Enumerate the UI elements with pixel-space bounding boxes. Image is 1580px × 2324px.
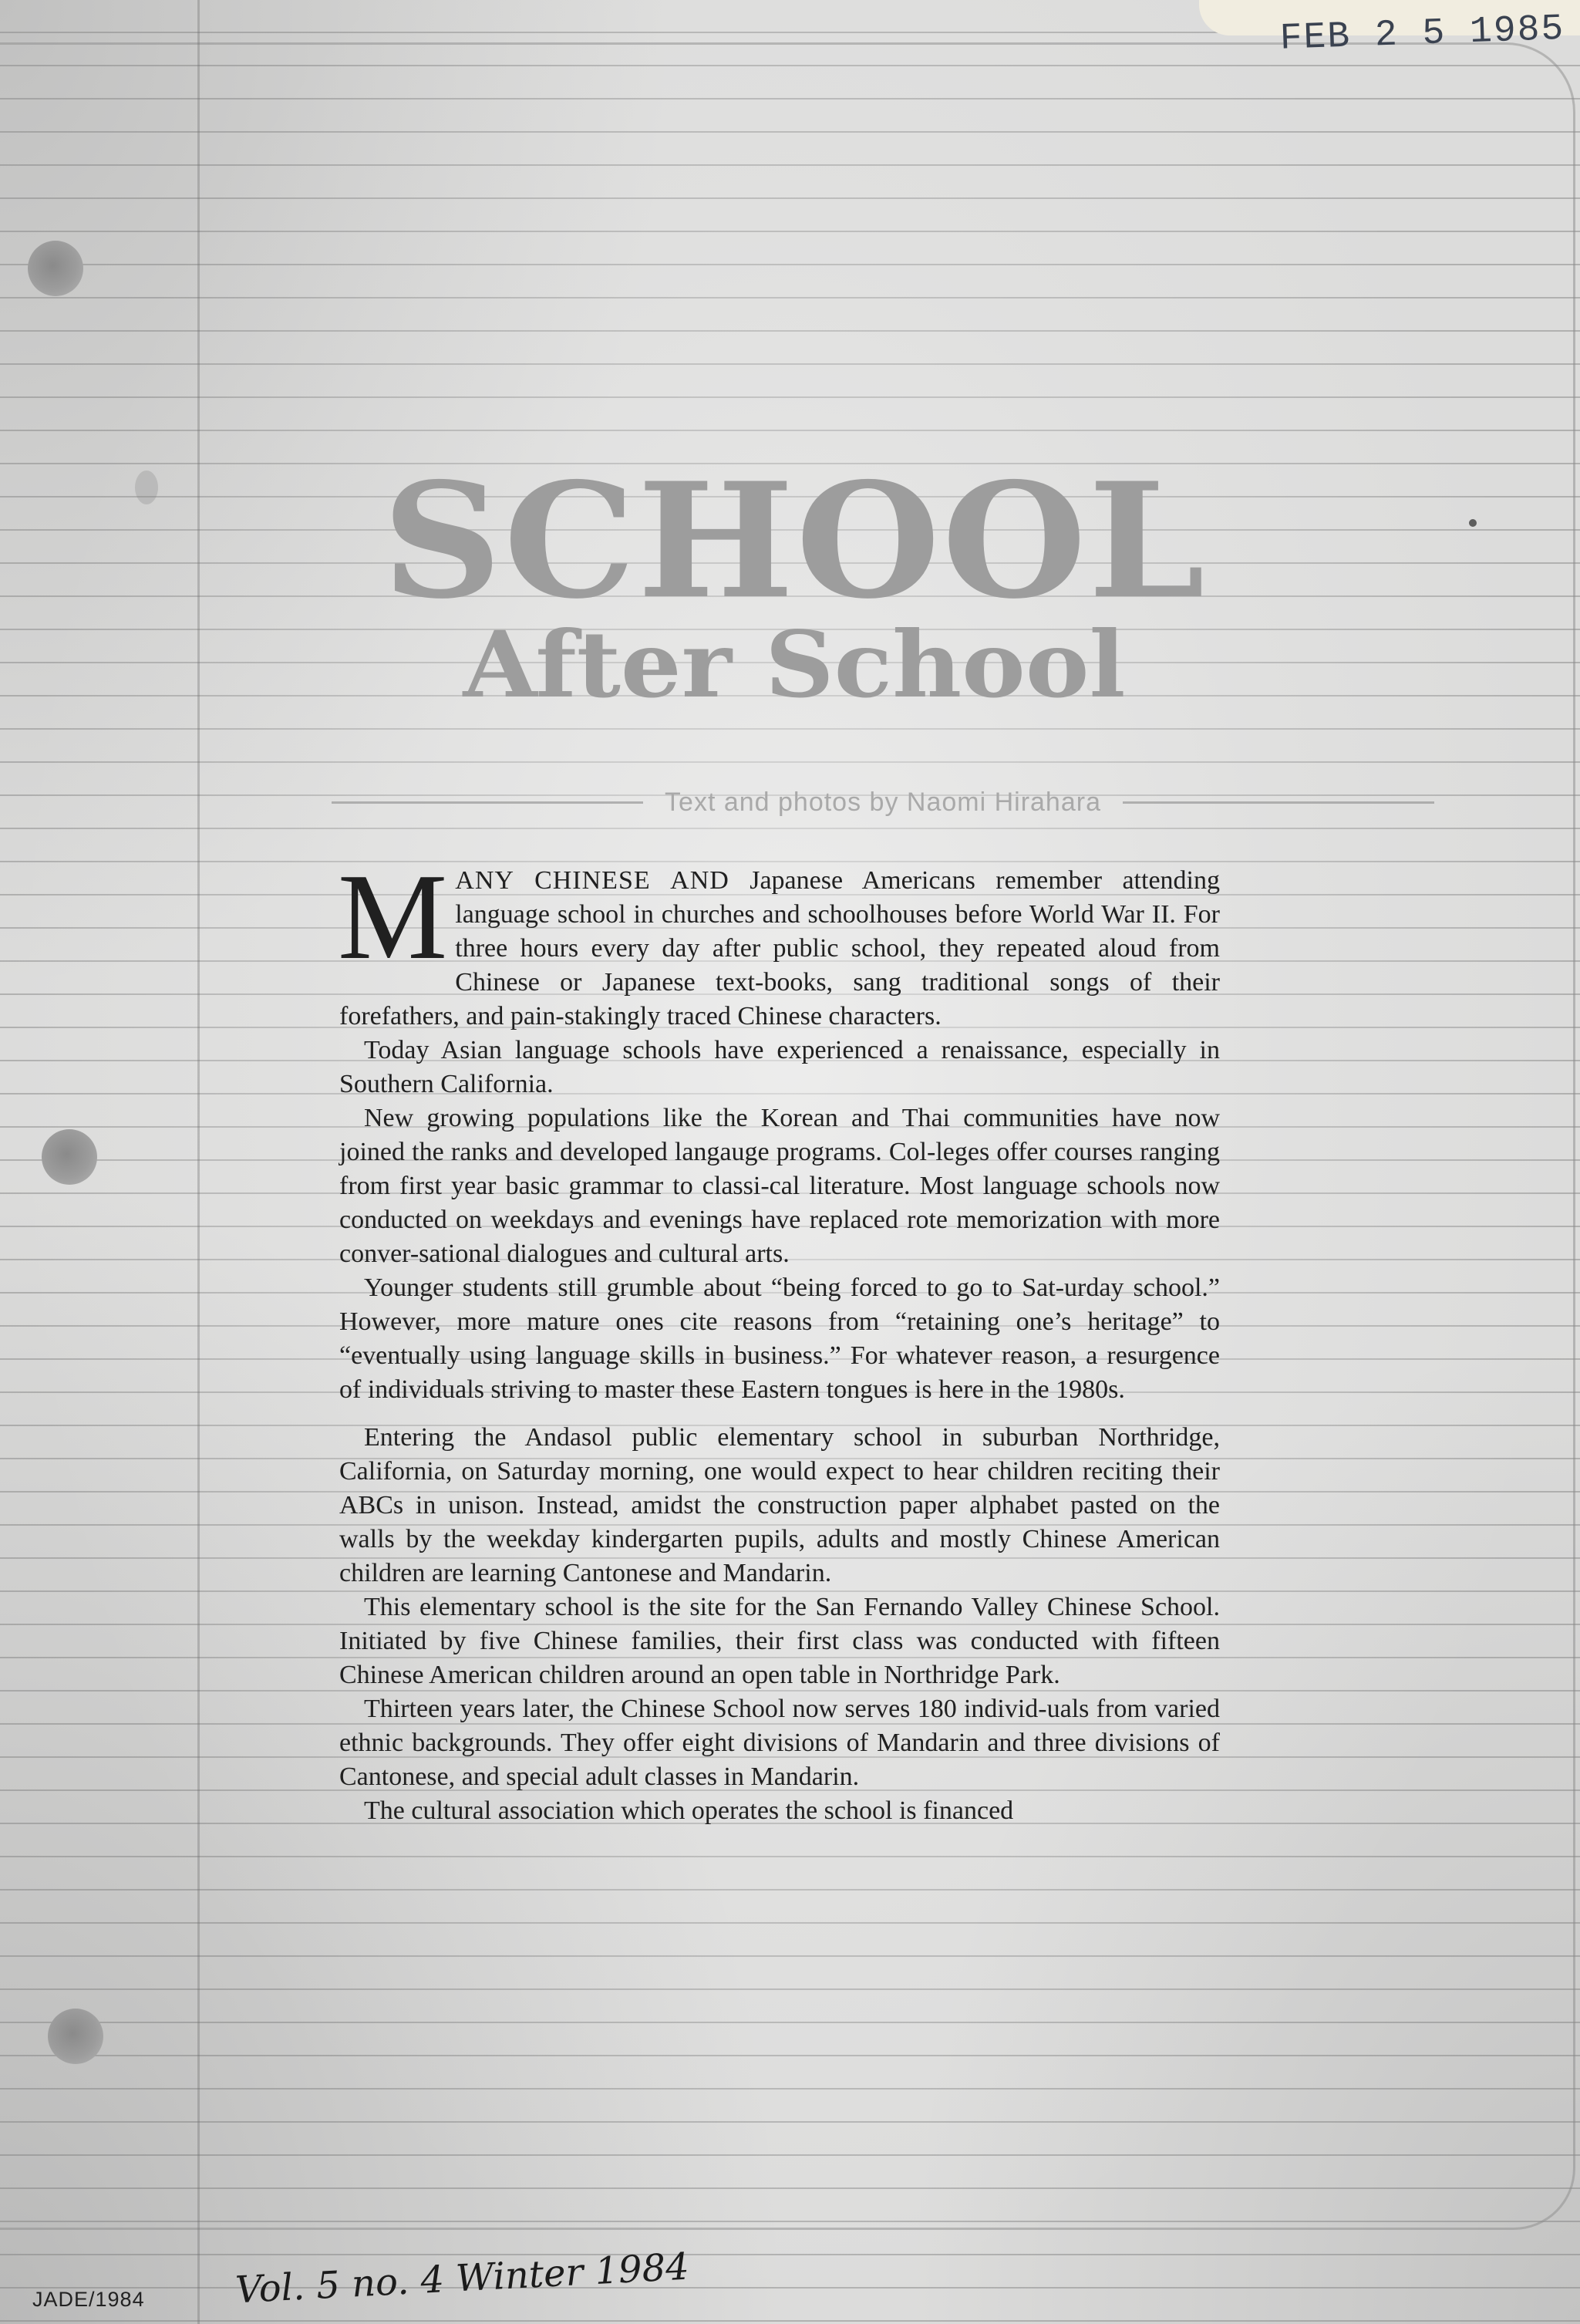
date-stamp: FEB 2 5 1985 bbox=[1278, 8, 1566, 60]
paragraph-text: Japanese Americans remember attending language school in churches and schoolhouses before World War II. For three hours every day after public school, they repeated aloud from Chinese or Japanese text-books, sang traditional songs of their forefathers, and pain-stakingly traced Chinese characters. bbox=[339, 866, 1220, 1030]
byline-row bbox=[332, 783, 1434, 821]
punch-hole-top bbox=[28, 241, 83, 296]
smudge-mark bbox=[1469, 519, 1477, 527]
byline-rule-left bbox=[332, 801, 643, 804]
headline-subtitle: After School bbox=[463, 611, 1126, 718]
publication-label: JADE/1984 bbox=[32, 2288, 145, 2311]
headline bbox=[254, 449, 1334, 718]
handwritten-note: Vol. 5 no. 4 Winter 1984 bbox=[234, 2245, 690, 2312]
article-body bbox=[338, 848, 1220, 1828]
article-paragraph: Entering the Andasol public elementary school in suburban Northridge, California, on Saturday morning, one would expect to hear children reciting their ABCs in unison. Instead, amidst the construction paper alphabet pasted on the walls by the weekday kindergarten pupils, adults and mostly Chinese American children are learning Cantonese and Mandarin. bbox=[339, 1423, 1220, 1587]
article-paragraph: New growing populations like the Korean and Thai communities have now joined the ranks and developed langauge programs. Col-leges offer courses ranging from first year basic grammar to classi-cal literature. Most language schools now conducted on weekdays and evenings have replaced rote memorization with more conver-sational dialogues and cultural arts. bbox=[339, 1104, 1220, 1268]
article-paragraph: This elementary school is the site for the San Fernando Valley Chinese School. Initiated by five Chinese families, their first class was conducted with fifteen Chinese American children around an open table in Northridge Park. bbox=[339, 1593, 1220, 1689]
smudge-mark bbox=[135, 471, 158, 504]
article-paragraph: The cultural association which operates the school is financed bbox=[364, 1796, 1014, 1825]
article-paragraph: Today Asian language schools have experienced a renaissance, especially in Southern California. bbox=[339, 1036, 1220, 1098]
article-paragraph: Thirteen years later, the Chinese School now serves 180 individ-uals from varied ethnic backgrounds. They offer eight divisions of Mandarin and three divisions of Cantonese, and special adult classes in Mandarin. bbox=[339, 1695, 1220, 1791]
punch-hole-bottom bbox=[48, 2009, 103, 2064]
margin-line bbox=[197, 0, 200, 2324]
article-paragraph: Younger students still grumble about “being forced to go to Sat-urday school.” However, more mature ones cite reasons from “retaining one’s heritage” to “eventually using language skills in business.” For whatever reason, a resurgence of individuals striving to master these Eastern tongues is here in the 1980s. bbox=[339, 1273, 1220, 1404]
headline-main: SCHOOL bbox=[382, 449, 1207, 634]
lead-in-caps: ANY CHINESE AND bbox=[455, 866, 729, 895]
drop-cap: M bbox=[338, 848, 448, 985]
article-paragraph bbox=[338, 848, 1220, 1034]
punch-hole-middle bbox=[42, 1129, 97, 1185]
byline-rule-right bbox=[1123, 801, 1434, 804]
byline: Text and photos by Naomi Hirahara bbox=[665, 787, 1101, 817]
